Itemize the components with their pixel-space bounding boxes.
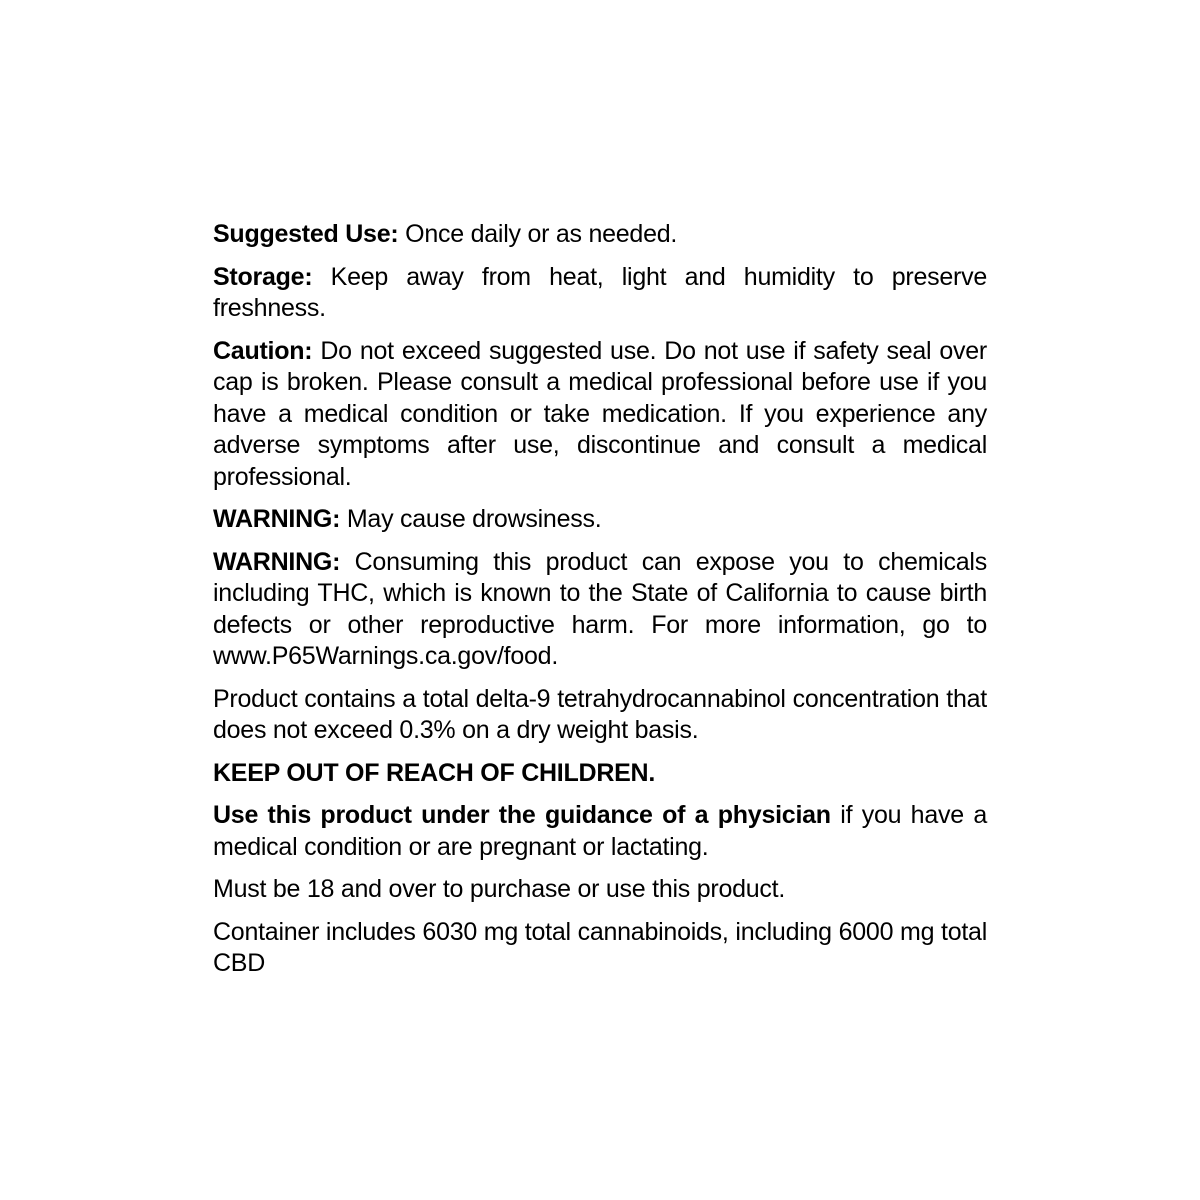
paragraph-warning-prop65: [213, 547, 987, 673]
paragraph-lead: Suggested Use:: [213, 220, 399, 248]
paragraph-delta9-concentration: [213, 684, 987, 747]
paragraph-text: Product contains a total delta-9 tetrahydrocannabinol concentration that does not exceed 0.3% on a dry weight basis.: [213, 684, 987, 744]
paragraph-text: if you have a medical condition or are pregnant or lactating.: [213, 801, 987, 861]
paragraph-cannabinoid-content: [213, 917, 987, 980]
paragraph-age-requirement: [213, 874, 987, 906]
paragraph-keep-out-of-reach: [213, 758, 987, 790]
paragraph-text: Consuming this product can expose you to chemicals including THC, which is known to the State of California to cause birth defects or other reproductive harm. For more information, go to www.P65Warnings.ca.gov/food.: [213, 547, 987, 670]
paragraph-text: Keep away from heat, light and humidity to preserve freshness.: [213, 262, 987, 322]
paragraph-lead: Storage:: [213, 262, 313, 291]
product-label-text-block: [213, 219, 987, 991]
paragraph-caution: [213, 336, 987, 494]
paragraph-text: Container includes 6030 mg total cannabinoids, including 6000 mg total CBD: [213, 917, 987, 977]
paragraph-lead: WARNING:: [213, 547, 341, 576]
paragraph-warning-drowsiness: [213, 504, 987, 536]
paragraph-text: May cause drowsiness.: [340, 505, 602, 533]
paragraph-lead: Caution:: [213, 336, 313, 365]
paragraph-suggested-use: [213, 219, 987, 251]
paragraph-physician-guidance: [213, 800, 987, 863]
paragraph-storage: [213, 262, 987, 325]
paragraph-text: Once daily or as needed.: [398, 220, 678, 248]
paragraph-text: Must be 18 and over to purchase or use this product.: [213, 875, 786, 903]
paragraph-lead: Use this product under the guidance of a physician: [213, 801, 831, 829]
paragraph-lead: WARNING:: [213, 505, 341, 533]
paragraph-text: Do not exceed suggested use. Do not use if safety seal over cap is broken. Please consult a medical professional before use if you have a medical condition or take medication. If you experience any adverse symptoms after use, discontinue and consult a medical professional.: [213, 336, 987, 491]
paragraph-lead: KEEP OUT OF REACH OF CHILDREN.: [213, 758, 656, 787]
